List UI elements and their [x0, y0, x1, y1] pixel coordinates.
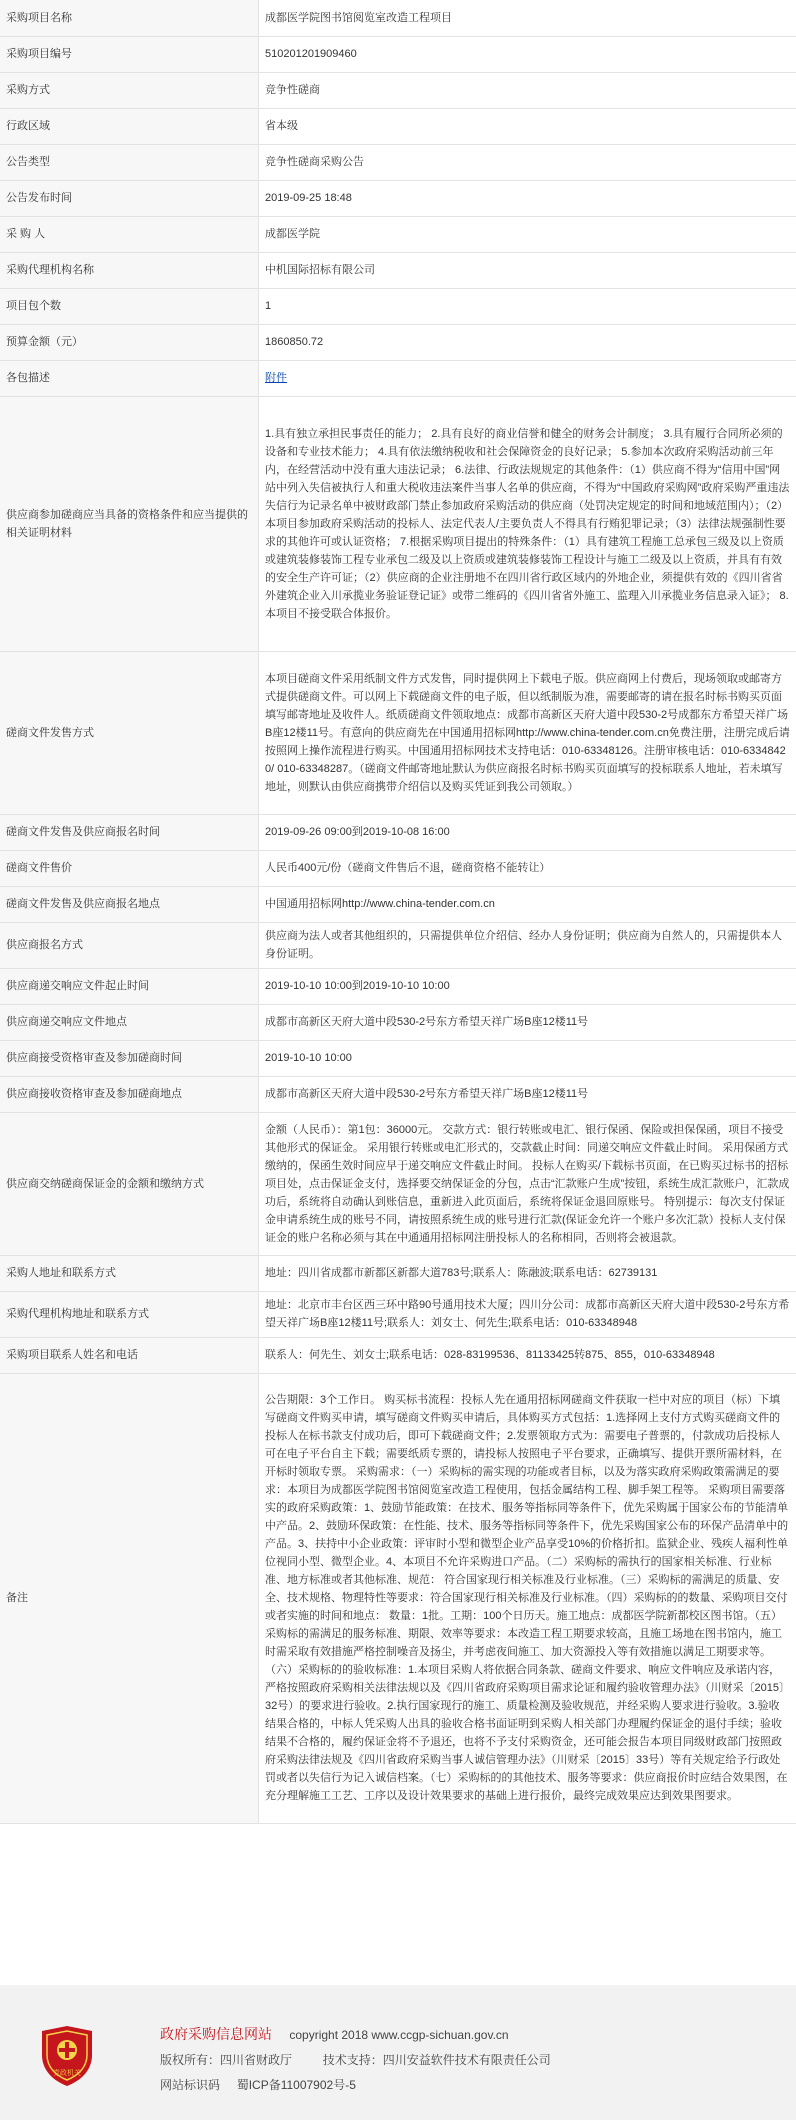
- row-value: 地址：四川省成都市新都区新都大道783号;联系人：陈融波;联系电话：62739131: [259, 1255, 796, 1291]
- table-row: [0, 1291, 796, 1337]
- table-row: [0, 216, 796, 252]
- footer-support: 技术支持：四川安益软件技术有限责任公司: [322, 2053, 551, 2067]
- row-value: 1.具有独立承担民事责任的能力； 2.具有良好的商业信誉和健全的财务会计制度； 3.具有履行合同所必须的设备和专业技术能力； 4.具有依法缴纳税收和社会保障资金的良好记录； 5.参加本次政府采购活动前三年内，在经营活动中没有重大违法记录； 6.法律、行政法规规定的其他条件：（1）供应商不得为“信用中国”网站中列入失信被执行人和重大税收违法案件当事人名单的供应商，不得为“中国政府采购网”政府采购严重违法失信行为记录名单中被财政部门禁止参加政府采购活动的供应商（处罚决定规定的时间和地域范围内）；（2）本项目参加政府采购活动的投标人、法定代表人/主要负责人不得具有行贿犯罪记录；（3）法律法规强制性要求的其他许可或认证资格； 7.根据采购项目提出的特殊条件：（1）具有建筑工程施工总承包三级及以上资质或建筑装修装饰工程专业承包二级及以上资质或建筑装修装饰工程设计与施工二级及以上资质，并具有有效的安全生产许可证；（2）供应商的企业注册地不在四川省行政区域内的外地企业，须提供有效的《四川省省外建筑企业入川承揽业务验证登记证》或带二维码的《四川省省外施工、监理入川承揽业务信息录入证》； 8.本项目不接受联合体报价。: [259, 396, 796, 651]
- row-value: 2019-09-26 09:00到2019-10-08 16:00: [259, 814, 796, 850]
- row-label: 采购代理机构地址和联系方式: [0, 1291, 259, 1337]
- table-row: [0, 886, 796, 922]
- footer-owner: 版权所有：四川省财政厅: [160, 2053, 293, 2067]
- row-value: 金额（人民币）：第1包：36000元。 交款方式：银行转账或电汇、银行保函、保险或担保保函，项目不接受其他形式的保证金。 采用银行转账或电汇形式的，交款截止时间：同递交响应文件截止时间。 采用保函方式缴纳的，保函生效时间应早于递交响应文件截止时间。 投标人在购买/下载标书页面，在已购买过标书的招标项目处，点击保证金支付，选择要交纳保证金的分包，点击“汇款账户生成”按钮，系统生成汇款账户，汇款成功后，系统将自动确认到账信息，重新进入此页面后，系统将保证金退回原账号。 特别提示：每次支付保证金申请系统生成的账号不同，请按照系统生成的账号进行汇款(保证金允许一个账户多次汇款）投标人支付保证金的账户名称必须与其在中通通用招标网注册投标人的名称相同，否则将会被退款。: [259, 1112, 796, 1255]
- row-label: 行政区域: [0, 108, 259, 144]
- footer-icp[interactable]: 蜀ICP备11007902号-5: [236, 2078, 356, 2092]
- row-value: 本项目磋商文件采用纸制文件方式发售，同时提供网上下载电子版。供应商网上付费后，现场领取或邮寄方式提供磋商文件。可以网上下载磋商文件的电子版，但以纸制版为准，需要邮寄的请在报名时标书购买页面填写邮寄地址及收件人。纸质磋商文件领取地点：成都市高新区天府大道中段530-2号成都东方希望天祥广场B座12楼11号。有意向的供应商先在中国通用招标网http://www.china-tender.com.cn免费注册，注册完成后请按照网上操作流程进行购买。中国通用招标网技术支持电话：010-63348126。注册审核电话：010-63348420/ 010-63348287。（磋商文件邮寄地址默认为供应商报名时标书购买页面填写的投标联系人地址，若未填写地址，则默认由供应商携带介绍信以及购买凭证到我公司领取。）: [259, 651, 796, 814]
- row-label: 供应商接受资格审查及参加磋商时间: [0, 1040, 259, 1076]
- row-value: 地址：北京市丰台区西三环中路90号通用技术大厦；四川分公司：成都市高新区天府大道中段530-2号东方希望天祥广场B座12楼11号;联系人：刘女士、何先生;联系电话：010-63348948: [259, 1291, 796, 1337]
- table-row: [0, 252, 796, 288]
- row-value: 1: [259, 288, 796, 324]
- row-label: 采购项目联系人姓名和电话: [0, 1337, 259, 1373]
- party-government-emblem-icon[interactable]: [38, 2025, 96, 2087]
- row-label: 采 购 人: [0, 216, 259, 252]
- footer-text: [160, 2022, 551, 2098]
- row-value: 2019-10-10 10:00到2019-10-10 10:00: [259, 968, 796, 1004]
- table-row: [0, 36, 796, 72]
- table-row: [0, 814, 796, 850]
- table-row: [0, 1255, 796, 1291]
- table-row: [0, 396, 796, 651]
- row-label: 供应商接收资格审查及参加磋商地点: [0, 1076, 259, 1112]
- emblem-label: 党政机关: [53, 2069, 81, 2077]
- row-value: 竞争性磋商采购公告: [259, 144, 796, 180]
- row-label: 供应商递交响应文件起止时间: [0, 968, 259, 1004]
- table-row: [0, 0, 796, 36]
- row-value: [259, 360, 796, 396]
- footer-brand[interactable]: 政府采购信息网站: [160, 2026, 272, 2042]
- row-label: 备注: [0, 1373, 259, 1823]
- row-value: 中国通用招标网http://www.china-tender.com.cn: [259, 886, 796, 922]
- table-row: [0, 651, 796, 814]
- row-label: 公告发布时间: [0, 180, 259, 216]
- row-label: 采购项目名称: [0, 0, 259, 36]
- table-row: [0, 922, 796, 968]
- table-row: [0, 1373, 796, 1823]
- table-row: [0, 1112, 796, 1255]
- row-value: 成都医学院: [259, 216, 796, 252]
- row-value: 成都市高新区天府大道中段530-2号东方希望天祥广场B座12楼11号: [259, 1076, 796, 1112]
- row-value: 中机国际招标有限公司: [259, 252, 796, 288]
- row-label: 供应商交纳磋商保证金的金额和缴纳方式: [0, 1112, 259, 1255]
- row-label: 磋商文件售价: [0, 850, 259, 886]
- row-label: 供应商报名方式: [0, 922, 259, 968]
- footer: [0, 1985, 796, 2120]
- table-row: [0, 1040, 796, 1076]
- row-value: 成都医学院图书馆阅览室改造工程项目: [259, 0, 796, 36]
- row-value: 竞争性磋商: [259, 72, 796, 108]
- row-label: 磋商文件发售方式: [0, 651, 259, 814]
- row-value: 2019-09-25 18:48: [259, 180, 796, 216]
- footer-site-id: 网站标识码: [160, 2078, 221, 2092]
- table-row: [0, 850, 796, 886]
- row-label: 磋商文件发售及供应商报名地点: [0, 886, 259, 922]
- row-label: 采购代理机构名称: [0, 252, 259, 288]
- row-label: 采购方式: [0, 72, 259, 108]
- row-value: 公告期限：3个工作日。 购买标书流程：投标人先在通用招标网磋商文件获取一栏中对应的项目（标）下填写磋商文件购买申请，填写磋商文件购买申请后，具体购买方式包括：1.选择网上支付方式购买磋商文件的投标人在标书款支付成功后，即可下载磋商文件；2.发票领取方式为：需要电子普票的，付款成功后投标人可在电子平台自主下载；需要纸质专票的，请投标人按照电子平台要求，正确填写、提供开票所需材料，在开标时领取专票。 采购需求：（一）采购标的需实现的功能或者目标，以及为落实政府采购政策需满足的要求：本项目为成都医学院图书馆阅览室改造工程使用，包括金属结构工程、脚手架工程等。 采购项目需要落实的政府采购政策：1、鼓励节能政策：在技术、服务等指标同等条件下，优先采购属于国家公布的节能清单中产品。2、鼓励环保政策：在性能、技术、服务等指标同等条件下，优先采购国家公布的环保产品清单中的产品。3、扶持中小企业政策：评审时小型和微型企业产品享受10%的价格折扣。监狱企业、残疾人福利性单位视同小型、微型企业。4、本项目不允许采购进口产品。（二）采购标的需执行的国家相关标准、行业标准、地方标准或者其他标准、规范： 符合国家现行相关标准及行业标准。（三）采购标的需满足的质量、安全、技术规格、物理特性等要求：符合国家现行相关标准及行业标准。（四）采购标的的数量、采购项目交付或者实施的时间和地点： 数量：1批。工期：100个日历天。施工地点：成都医学院新都校区图书馆。（五）采购标的需满足的服务标准、期限、效率等要求：本改造工程工期要求较高，且施工场地在图书馆内，施工时需采取有效措施严格控制噪音及扬尘，并考虑夜间施工、加大资源投入等有效措施以满足工期要求等。（六）采购标的的验收标准：1.本项目采购人将依据合同条款、磋商文件要求、响应文件响应及承诺内容，严格按照政府采购相关法律法规以及《四川省政府采购项目需求论证和履约验收管理办法》（川财采〔2015〕32号）的要求进行验收。2.执行国家现行的施工、质量检测及验收规范，并经采购人要求进行验收。3.验收结果合格的，中标人凭采购人出具的验收合格书面证明到采购人相关部门办理履约保证金的退付手续；验收结果不合格的，履约保证金将不予退还，也将不予支付采购资金，还可能会报告本项目同级财政部门按照政府采购法律法规及《四川省政府采购当事人诚信管理办法》（川财采〔2015〕33号）等有关规定给予行政处罚或者以失信行为记入诚信档案。（七）采购标的的其他技术、服务等要求：供应商报价时应结合效果图，在充分理解施工工艺、工序以及设计效果要求的基础上进行报价，最终完成效果应达到效果图要求。: [259, 1373, 796, 1823]
- row-label: 公告类型: [0, 144, 259, 180]
- row-label: 项目包个数: [0, 288, 259, 324]
- row-value: 2019-10-10 10:00: [259, 1040, 796, 1076]
- row-label: 采购人地址和联系方式: [0, 1255, 259, 1291]
- row-value: 1860850.72: [259, 324, 796, 360]
- row-label: 预算金额（元）: [0, 324, 259, 360]
- row-value: 510201201909460: [259, 36, 796, 72]
- table-row: [0, 180, 796, 216]
- attachment-link[interactable]: 附件: [265, 372, 287, 384]
- row-label: 供应商参加磋商应当具备的资格条件和应当提供的相关证明材料: [0, 396, 259, 651]
- row-value: 省本级: [259, 108, 796, 144]
- row-label: 供应商递交响应文件地点: [0, 1004, 259, 1040]
- table-row: [0, 324, 796, 360]
- row-label: 磋商文件发售及供应商报名时间: [0, 814, 259, 850]
- row-label: 采购项目编号: [0, 36, 259, 72]
- table-row: [0, 72, 796, 108]
- row-value: 成都市高新区天府大道中段530-2号东方希望天祥广场B座12楼11号: [259, 1004, 796, 1040]
- table-row: [0, 1337, 796, 1373]
- row-value: 人民币400元/份（磋商文件售后不退，磋商资格不能转让）: [259, 850, 796, 886]
- footer-copyright: copyright 2018 www.ccgp-sichuan.gov.cn: [289, 2028, 509, 2042]
- table-row: [0, 1076, 796, 1112]
- table-row: [0, 1004, 796, 1040]
- row-value: 供应商为法人或者其他组织的，只需提供单位介绍信、经办人身份证明；供应商为自然人的，只需提供本人身份证明。: [259, 922, 796, 968]
- table-row: [0, 968, 796, 1004]
- row-label: 各包描述: [0, 360, 259, 396]
- table-row: [0, 108, 796, 144]
- row-value: 联系人：何先生、刘女士;联系电话：028-83199536、81133425转875、855，010-63348948: [259, 1337, 796, 1373]
- table-row: [0, 288, 796, 324]
- table-row: [0, 360, 796, 396]
- table-row: [0, 144, 796, 180]
